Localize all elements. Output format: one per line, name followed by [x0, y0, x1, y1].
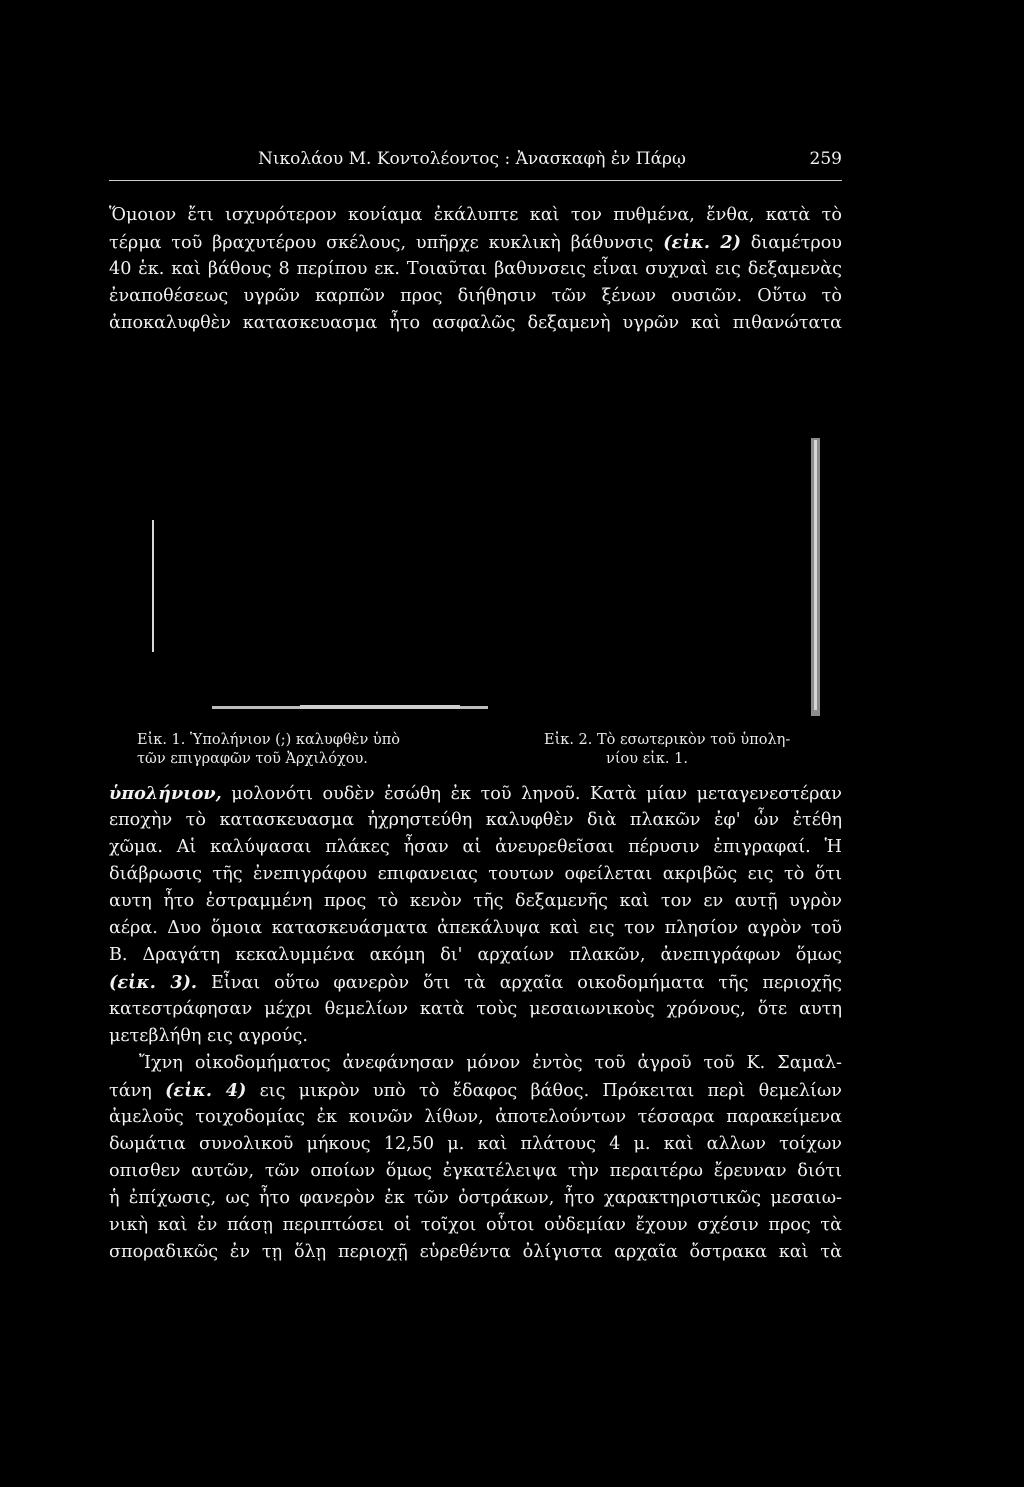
text-line: αυτη ἦτο ἐστραμμένη προς τὸ κενὸν τῆς δεξαμενῆς καὶ τον εν αυτῇ υγρὸν [109, 891, 842, 911]
figure1-caption [137, 731, 400, 769]
text-line: τέρμα τοῦ βραχυτέρου σκέλους, υπῆρχε κυκλικὴ βάθυνσις (εἰκ. 2) διαμέτρου [109, 232, 842, 253]
text-line: νικὴ καὶ ἐν πάσῃ περιπτώσει οἱ τοῖχοι οὗτοι οὐδεμίαν ἔχουν σχέσιν προς τὰ [109, 1215, 842, 1235]
text-line: ἀποκαλυφθὲν κατασκευασμα ἦτο ασφαλῶς δεξαμενὴ υγρῶν καὶ πιθανώτατα [109, 313, 842, 333]
text-line: Ἴχνη οἰκοδομήματος ἀνεφάνησαν μόνον ἐντὸς τοῦ ἀγροῦ τοῦ Κ. Σαμαλ- [139, 1053, 842, 1073]
figure1-bottom-edge [212, 706, 488, 709]
text-line: τάνη (εἰκ. 4) εις μικρὸν υπὸ τὸ ἔδαφος βάθος. Πρόκειται περὶ θεμελίων [109, 1080, 842, 1101]
top-paragraph [109, 202, 842, 337]
text-line: (εἰκ. 3). Εἶναι οὕτω φανερὸν ὅτι τὰ αρχαῖα οικοδομήματα τῆς περιοχῆς [109, 972, 842, 993]
running-header [258, 149, 842, 175]
figure1-bottom-edge-thick [300, 705, 460, 709]
figure2-right-edge [811, 438, 820, 716]
text-line: Β. Δραγάτη κεκαλυμμένα ακόμη δι' αρχαίων πλακῶν, ἀνεπιγράφων ὅμως [109, 945, 842, 965]
caption-line: Εἰκ. 1. Ὑπολήνιον (;) καλυφθὲν ὑπὸ [137, 732, 400, 748]
text-line: οπισθεν αυτῶν, τῶν οποίων ὅμως ἐγκατέλειψα τὴν περαιτέρω ἔρευναν διότι [109, 1161, 842, 1181]
lead-word: ὑπολήνιον, [109, 783, 222, 804]
caption-line: Εἰκ. 2. Τὸ εσωτερικὸν τοῦ ὑπολη- [544, 732, 791, 748]
page-number: 259 [809, 149, 842, 169]
figure-reference: (εἰκ. 2) [663, 232, 741, 253]
header-title: Νικολάου Μ. Κοντολέοντος : Ἀνασκαφὴ ἐν Πάρῳ [258, 149, 686, 169]
text-line: ἐναποθέσεως υγρῶν καρπῶν προς διήθησιν τῶν ξένων ουσιῶν. Οὕτω τὸ [109, 286, 842, 306]
text-line: κατεστράφησαν μέχρι θεμελίων κατὰ τοὺς μεσαιωνικοὺς χρόνους, ὅτε αυτη [109, 999, 842, 1019]
text-line: αέρα. Δυο ὅμοια κατασκευάσματα ἀπεκάλυψα καὶ εις τον πλησίον αγρὸν τοῦ [109, 918, 842, 938]
caption-line: τῶν επιγραφῶν τοῦ Ἀρχιλόχου. [137, 751, 368, 767]
figure-reference: (εἰκ. 4) [165, 1080, 247, 1101]
text-line: Ὅμοιον ἔτι ισχυρότερον κονίαμα ἐκάλυπτε καὶ τον πυθμένα, ἔνθα, κατὰ τὸ [109, 205, 842, 225]
caption-line: νίου εἰκ. 1. [606, 751, 688, 767]
figure2-right-edge-highlight [814, 440, 817, 710]
text-line: σποραδικῶς ἐν τῃ ὅλῃ περιοχῇ εὑρεθέντα ὀλίγιστα αρχαῖα ὄστρακα καὶ τὰ [109, 1242, 842, 1262]
figure2-caption [544, 731, 790, 769]
text-line: ἡ ἐπίχωσις, ως ἦτο φανερὸν ἐκ τῶν ὀστράκων, ἦτο χαρακτηριστικῶς μεσαιω- [109, 1188, 842, 1208]
text-line: χῶμα. Αἱ καλύψασαι πλάκες ἦσαν αἱ ἀνευρεθεῖσαι πέρυσιν ἐπιγραφαί. Ἡ [109, 837, 842, 857]
figure1-left-edge [152, 520, 154, 652]
header-rule [109, 180, 842, 181]
text-line: ὑπολήνιον, μολονότι ουδὲν ἐσώθη ἐκ τοῦ ληνοῦ. Κατὰ μίαν μεταγενεστέραν [109, 783, 842, 804]
text-line: δωμάτια συνολικοῦ μήκους 12,50 μ. καὶ πλάτους 4 μ. καὶ αλλων τοίχων [109, 1134, 842, 1154]
figure-reference: (εἰκ. 3). [109, 972, 198, 993]
text-line: διάβρωσις τῆς ἐνεπιγράφου επιφανειας τουτων οφείλεται ακριβῶς εις τὸ ὅτι [109, 864, 842, 884]
text-line: 40 ἑκ. καὶ βάθους 8 περίπου εκ. Τοιαῦται βαθυνσεις εἶναι συχναὶ εις δεξαμενὰς [109, 259, 842, 279]
text-line: ἀμελοῦς τοιχοδομίας ἐκ κοινῶν λίθων, ἀποτελούντων τέσσαρα παρακείμενα [109, 1107, 842, 1127]
body-text [109, 780, 842, 1266]
text-line: εποχὴν τὸ κατασκευασμα ἠχρηστεύθη καλυφθὲν διὰ πλακῶν ἐφ' ὧν ἐτέθη [109, 810, 842, 830]
text-line: μετεβλήθη εις αγρούς. [109, 1026, 308, 1046]
